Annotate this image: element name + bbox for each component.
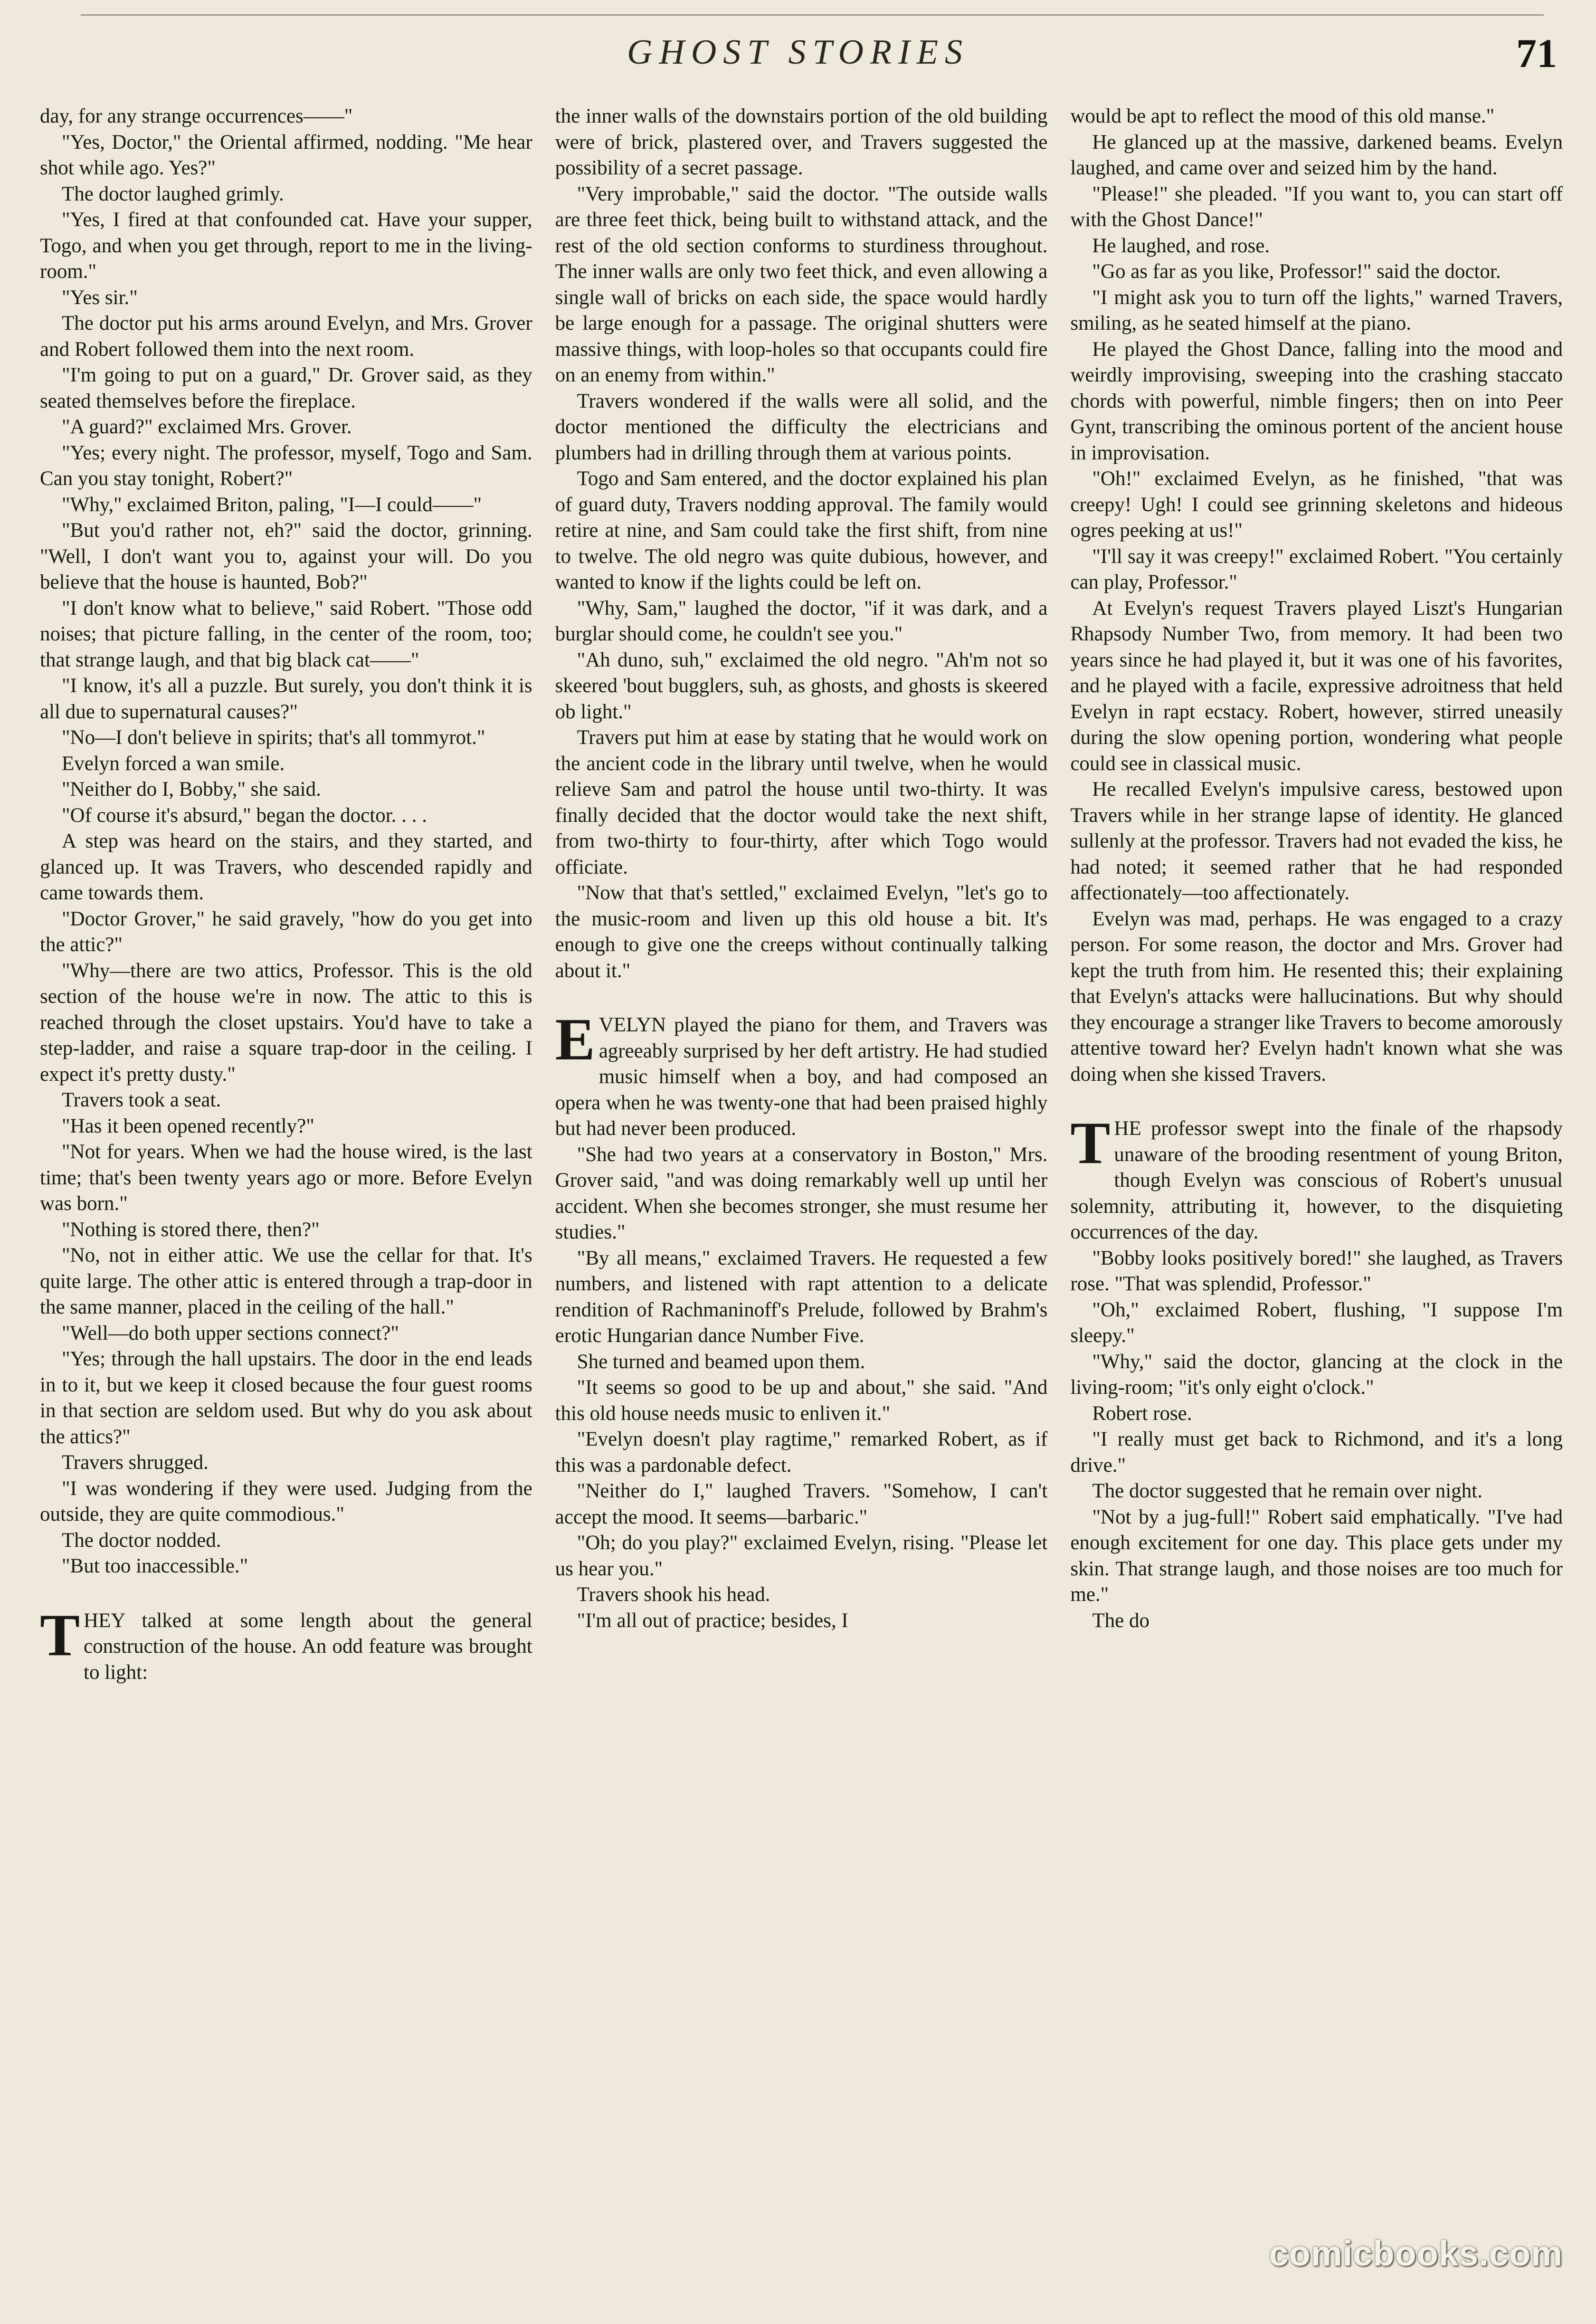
paragraph [555, 648, 1048, 725]
paragraph-text: would be apt to reflect the mood of this old manse." [1070, 105, 1495, 127]
drop-cap: E [555, 1007, 595, 1073]
column-1 [40, 104, 532, 2308]
paragraph [555, 1142, 1048, 1246]
paragraph-text: "By all means," exclaimed Travers. He requested a few numbers, and listened with rapt attention to a delicate rendition of Rachmaninoff's Prelude, followed by Brahm's erotic Hungarian dance Number Five. [555, 1247, 1048, 1347]
paragraph [555, 1530, 1048, 1582]
paragraph-text: She turned and beamed upon them. [577, 1350, 865, 1373]
paragraph [1070, 1427, 1563, 1478]
paragraph [555, 880, 1048, 984]
paragraph-text: "Evelyn doesn't play ragtime," remarked Robert, as if this was a pardonable defect. [555, 1428, 1048, 1476]
paragraph-text: "But you'd rather not, eh?" said the doctor, grinning. "Well, I don't want you to, against your will. Do you believe that the house is haunted, Bob?" [40, 519, 532, 593]
paragraph [1070, 544, 1563, 596]
paragraph [1070, 596, 1563, 777]
paragraph-text: "It seems so good to be up and about," she said. "And this old house needs music to enliven it." [555, 1376, 1048, 1425]
paragraph [1070, 1478, 1563, 1505]
paragraph [40, 906, 532, 958]
paragraph [40, 1243, 532, 1321]
paragraph [40, 1553, 532, 1580]
paragraph-text: "Neither do I, Bobby," she said. [62, 778, 321, 800]
paragraph-text: VELYN played the piano for them, and Travers was agreeably surprised by her deft artistry. He had studied music himself when a boy, and had composed an opera when he was twenty-one that had been praised highly but had never been produced. [555, 1014, 1048, 1140]
paragraph [40, 1602, 532, 1686]
paragraph-text: "Why—there are two attics, Professor. This is the old section of the house we're in now. The attic to this is reached through the closet upstairs. You'd have to take a step-ladder, and raise a square trap-door in the ceiling. I expect it's pretty dusty." [40, 959, 532, 1086]
paragraph [555, 1375, 1048, 1427]
paragraph [40, 130, 532, 181]
paragraph [40, 751, 532, 777]
paragraph-text: The doctor suggested that he remain over night. [1092, 1480, 1482, 1502]
paragraph [555, 1478, 1048, 1530]
paragraph-text: "Oh!" exclaimed Evelyn, as he finished, "that was creepy! Ugh! I could see grinning skeletons and hideous ogres peeking at us!" [1070, 467, 1563, 542]
paragraph-text: "I'll say it was creepy!" exclaimed Robert. "You certainly can play, Professor." [1070, 545, 1563, 593]
paragraph-text: HE professor swept into the finale of the rhapsody unaware of the brooding resentment of young Briton, though Evelyn was conscious of Robert's unusual solemnity, attributing it, however, to the disquieting occurrences of the day. [1070, 1117, 1563, 1243]
paragraph [40, 362, 532, 414]
paragraph [40, 104, 532, 130]
paragraph-text: day, for any strange occurrences——" [40, 105, 353, 127]
paragraph [40, 181, 532, 208]
paragraph-text: "Doctor Grover," he said gravely, "how do you get into the attic?" [40, 907, 532, 956]
paragraph-text: "Why, Sam," laughed the doctor, "if it was dark, and a burglar should come, he couldn't see you." [555, 597, 1048, 645]
paragraph [40, 958, 532, 1088]
paragraph-text: "Of course it's absurd," began the doctor. . . . [62, 804, 427, 827]
paragraph [1070, 259, 1563, 285]
paragraph [555, 596, 1048, 648]
paragraph-text: The doctor nodded. [62, 1529, 221, 1552]
paragraph-text: He laughed, and rose. [1092, 234, 1270, 257]
paragraph-text: "No, not in either attic. We use the cellar for that. It's quite large. The other attic is entered through a trap-door in the same manner, placed in the ceiling of the hall." [40, 1244, 532, 1318]
paragraph-text: "A guard?" exclaimed Mrs. Grover. [62, 416, 352, 438]
paragraph-text: A step was heard on the stairs, and they started, and glanced up. It was Travers, who descended rapidly and came towards them. [40, 830, 532, 904]
paragraph [1070, 1401, 1563, 1427]
paragraph [1070, 777, 1563, 906]
running-title: GHOST STORIES [627, 33, 969, 72]
paragraph-text: "I'm all out of practice; besides, I [577, 1609, 848, 1632]
paragraph [1070, 285, 1563, 337]
paragraph [555, 466, 1048, 596]
paragraph-text: Travers shook his head. [577, 1583, 770, 1606]
paragraph-text: "I'm going to put on a guard," Dr. Grover said, as they seated themselves before the fireplace. [40, 364, 532, 412]
paragraph [1070, 1297, 1563, 1349]
paragraph-text: "I know, it's all a puzzle. But surely, you don't think it is all due to supernatural causes?" [40, 675, 532, 723]
paragraph-text: "Yes sir." [62, 286, 138, 309]
paragraph [40, 673, 532, 725]
paragraph-text: Evelyn was mad, perhaps. He was engaged to a crazy person. For some reason, the doctor and Mrs. Grover had kept the truth from him. He resented this; their explaining that Evelyn's attacks were hallucinations. But why should they encourage a stranger like Travers to become amorously attentive toward her? Evelyn hadn't known what she was doing when she kissed Travers. [1070, 907, 1563, 1086]
text-columns [40, 104, 1563, 2308]
paragraph [555, 104, 1048, 181]
paragraph-text: "Nothing is stored there, then?" [62, 1218, 320, 1241]
watermark: comicbooks.com [1269, 2234, 1563, 2273]
paragraph-text: Togo and Sam entered, and the doctor explained his plan of guard duty, Travers nodding approval. The family would retire at nine, and Sam could take the first shift, from nine to twelve. The old negro was quite dubious, however, and wanted to know if the lights could be left on. [555, 467, 1048, 593]
paragraph-text: "She had two years at a conservatory in Boston," Mrs. Grover said, "and was doing remarkably well up until her accident. When she becomes stronger, she must resume her studies." [555, 1143, 1048, 1243]
paragraph [40, 1346, 532, 1450]
top-edge-rule [81, 14, 1544, 16]
paragraph [1070, 104, 1563, 130]
paragraph-text: "Why," said the doctor, glancing at the clock in the living-room; "it's only eight o'clock." [1070, 1350, 1563, 1399]
page-header [0, 29, 1596, 82]
paragraph-text: Robert rose. [1092, 1402, 1192, 1425]
paragraph-text: Travers put him at ease by stating that he would work on the ancient code in the library until twelve, when he would relieve Sam and patrol the house until two-thirty. It was finally decided that the doctor would take the next shift, from two-thirty to four-thirty, after which Togo would officiate. [555, 726, 1048, 878]
paragraph [40, 207, 532, 285]
paragraph-text: He recalled Evelyn's impulsive caress, bestowed upon Travers while in her strange lapse of identity. He glanced sullenly at the professor. Travers had not evaded the kiss, he had noted; it seemed rather that he had responded affectionately—too affectionately. [1070, 778, 1563, 904]
paragraph-text: He played the Ghost Dance, falling into the mood and weirdly improvising, sweeping into the crashing staccato chords with powerful, nimble fingers; then on into Peer Gynt, transcribing the ominous portent of the ancient house in improvisation. [1070, 338, 1563, 464]
paragraph-text: "Why," exclaimed Briton, paling, "I—I could——" [62, 493, 482, 516]
paragraph-text: "Go as far as you like, Professor!" said the doctor. [1092, 260, 1501, 283]
paragraph [40, 440, 532, 492]
paragraph-text: HEY talked at some length about the general construction of the house. An odd feature was brought to light: [84, 1609, 532, 1684]
paragraph-text: "No—I don't believe in spirits; that's all tommyrot." [62, 726, 485, 749]
paragraph [40, 829, 532, 906]
paragraph-text: "Yes, Doctor," the Oriental affirmed, nodding. "Me hear shot while ago. Yes?" [40, 131, 532, 179]
paragraph [40, 518, 532, 596]
paragraph-text: "Yes, I fired at that confounded cat. Have your supper, Togo, and when you get through, report to me in the living-room." [40, 209, 532, 283]
paragraph-text: "I was wondering if they were used. Judging from the outside, they are quite commodious." [40, 1477, 532, 1525]
paragraph-text: "Has it been opened recently?" [62, 1114, 314, 1137]
paragraph-text: "But too inaccessible." [62, 1555, 248, 1577]
paragraph-text: Travers wondered if the walls were all solid, and the doctor mentioned the difficulty the electricians and plumbers had in drilling through them at various points. [555, 390, 1048, 464]
paragraph [40, 492, 532, 518]
paragraph [1070, 181, 1563, 233]
paragraph-text: "Yes; every night. The professor, myself, Togo and Sam. Can you stay tonight, Robert?" [40, 441, 532, 490]
paragraph [555, 1007, 1048, 1142]
paragraph [40, 1450, 532, 1476]
paragraph-text: Travers shrugged. [62, 1451, 209, 1474]
page-number: 71 [1516, 30, 1557, 76]
paragraph [40, 285, 532, 311]
paragraph-text: At Evelyn's request Travers played Liszt's Hungarian Rhapsody Number Two, from memory. It had been two years since he had played it, but it was one of his favorites, and he played with a facile, expressive adroitness that held Evelyn in rapt ecstacy. Robert, however, stirred uneasily during the slow opening portion, wondering what people could see in classical music. [1070, 597, 1563, 775]
paragraph-text: "Very improbable," said the doctor. "The outside walls are three feet thick, being built to withstand attack, and the rest of the old section conforms to sturdiness throughout. The inner walls are only two feet thick, and even allowing a single wall of bricks on each side, the space would hardly be large enough for a passage. The original shutters were massive things, with loop-holes so that occupants could fire on an enemy from within." [555, 182, 1048, 386]
paragraph [1070, 1110, 1563, 1246]
paragraph [555, 1608, 1048, 1634]
paragraph [1070, 130, 1563, 181]
drop-cap: T [40, 1602, 80, 1668]
paragraph [40, 1114, 532, 1140]
paragraph-text: "Not for years. When we had the house wired, is the last time; that's been twenty years ago or more. Before Evelyn was born." [40, 1141, 532, 1215]
paragraph-text: "Bobby looks positively bored!" she laughed, as Travers rose. "That was splendid, Professor." [1070, 1247, 1563, 1295]
paragraph-text: He glanced up at the massive, darkened beams. Evelyn laughed, and came over and seized him by the hand. [1070, 131, 1563, 179]
paragraph [40, 777, 532, 803]
paragraph [1070, 233, 1563, 259]
paragraph [40, 414, 532, 440]
paragraph-text: "I really must get back to Richmond, and it's a long drive." [1070, 1428, 1563, 1476]
paragraph-text: "Ah duno, suh," exclaimed the old negro. "Ah'm not so skeered 'bout bugglers, suh, as ghosts, and ghosts is skeered ob light." [555, 648, 1048, 723]
paragraph [40, 311, 532, 362]
paragraph-text: "Yes; through the hall upstairs. The door in the end leads in to it, but we keep it closed because the four guest rooms in that section are seldom used. But why do you ask about the attics?" [40, 1348, 532, 1448]
paragraph-text: The doctor put his arms around Evelyn, and Mrs. Grover and Robert followed them into the next room. [40, 312, 532, 361]
paragraph-text: "I don't know what to believe," said Robert. "Those odd noises; that picture falling, in the center of the room, too; that strange laugh, and that big black cat——" [40, 597, 532, 671]
paragraph-text: "Not by a jug-full!" Robert said emphatically. "I've had enough excitement for one day. This place gets under my skin. That strange laugh, and those noises are too much for me." [1070, 1505, 1563, 1606]
paragraph [40, 1528, 532, 1554]
paragraph [40, 596, 532, 674]
paragraph-text: The doctor laughed grimly. [62, 182, 284, 205]
paragraph [40, 1321, 532, 1347]
paragraph [555, 1246, 1048, 1349]
paragraph-text: "Please!" she pleaded. "If you want to, you can start off with the Ghost Dance!" [1070, 182, 1563, 231]
paragraph [40, 1217, 532, 1243]
column-2 [555, 104, 1048, 2308]
paragraph [555, 181, 1048, 389]
paragraph-text: "I might ask you to turn off the lights," warned Travers, smiling, as he seated himself at the piano. [1070, 286, 1563, 334]
drop-cap: T [1070, 1110, 1111, 1176]
paragraph [555, 1427, 1048, 1478]
paragraph [555, 1349, 1048, 1375]
paragraph-text: "Oh," exclaimed Robert, flushing, "I suppose I'm sleepy." [1070, 1298, 1563, 1347]
paragraph-text: the inner walls of the downstairs portion of the old building were of brick, plastered over, and Travers suggested the possibility of a secret passage. [555, 105, 1048, 179]
paragraph-text: "Oh; do you play?" exclaimed Evelyn, rising. "Please let us hear you." [555, 1532, 1048, 1580]
paragraph-text: "Now that that's settled," exclaimed Evelyn, "let's go to the music-room and liven up this old house a bit. It's enough to give one the creeps without continually talking about it." [555, 882, 1048, 982]
paragraph [1070, 1505, 1563, 1608]
paragraph [1070, 906, 1563, 1088]
paragraph [40, 725, 532, 751]
paragraph [1070, 466, 1563, 544]
paragraph [40, 1476, 532, 1528]
column-3 [1070, 104, 1563, 2308]
paragraph [555, 389, 1048, 467]
paragraph [40, 803, 532, 829]
paragraph-text: The do [1092, 1609, 1150, 1632]
paragraph [555, 1582, 1048, 1608]
paragraph [1070, 337, 1563, 467]
paragraph [555, 725, 1048, 880]
paragraph-text: Travers took a seat. [62, 1089, 221, 1111]
paragraph-text: "Well—do both upper sections connect?" [62, 1322, 399, 1344]
paragraph [1070, 1349, 1563, 1401]
paragraph [1070, 1246, 1563, 1297]
paragraph-text: Evelyn forced a wan smile. [62, 752, 285, 775]
paragraph-text: "Neither do I," laughed Travers. "Somehow, I can't accept the mood. It seems—barbaric." [555, 1480, 1048, 1528]
paragraph [40, 1139, 532, 1217]
paragraph [1070, 1608, 1563, 1634]
paragraph [40, 1087, 532, 1114]
